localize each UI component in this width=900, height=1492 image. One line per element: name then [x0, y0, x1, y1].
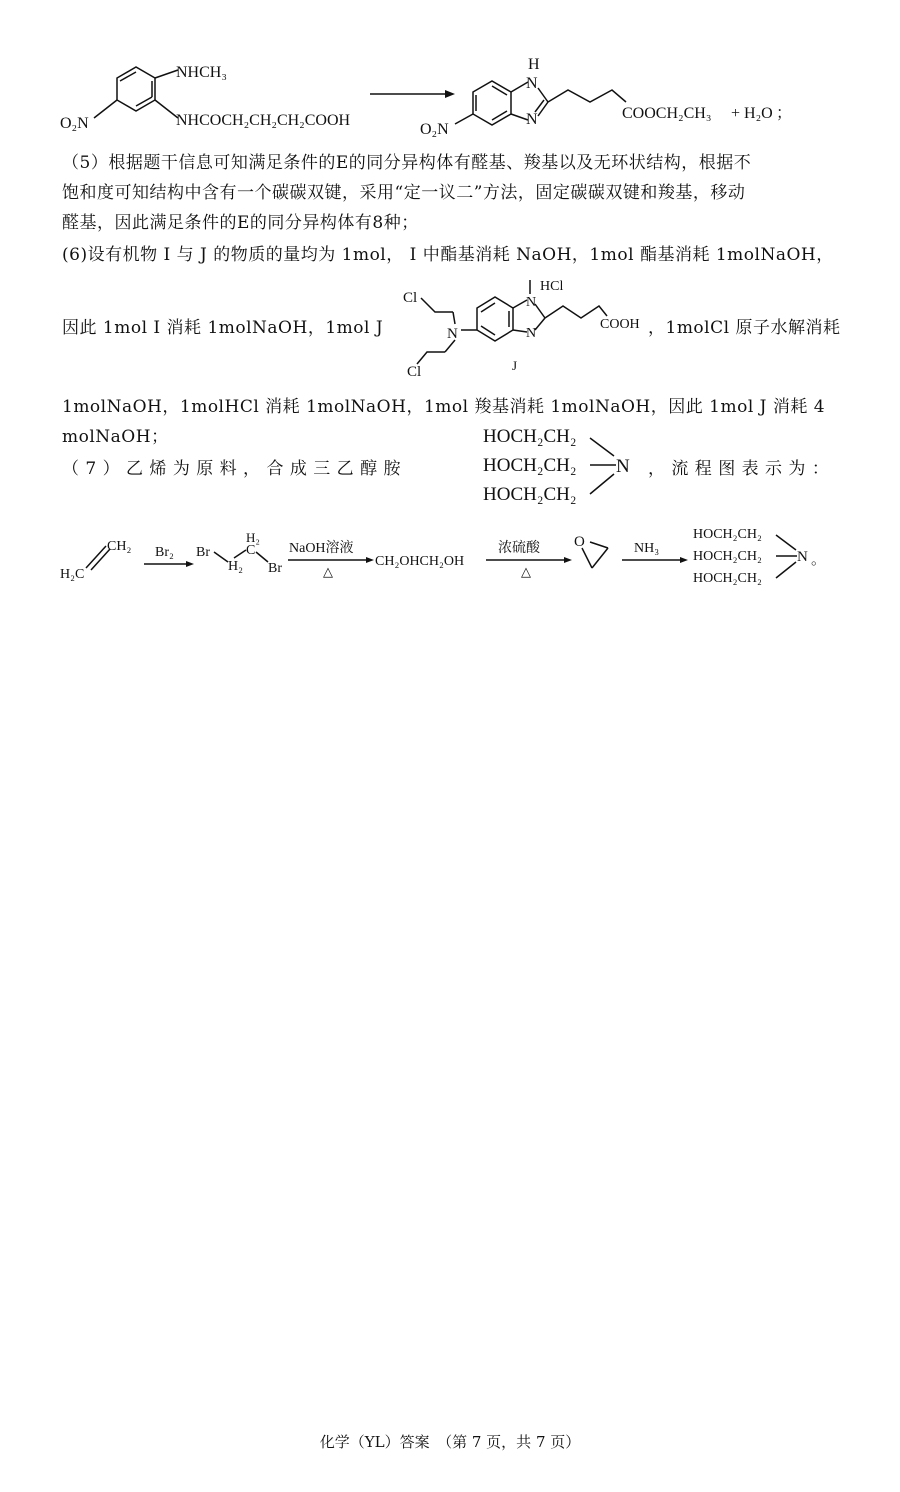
product-arm-1: HOCH₂CH₂	[693, 527, 762, 542]
arrow4-reagent: NH₃	[634, 541, 660, 556]
j-chloro-2: Cl	[407, 364, 422, 378]
arrow3-reagent: 浓硫酸	[498, 541, 540, 556]
reactant-benzene-ring	[117, 67, 155, 111]
arrow3-heat: △	[521, 564, 531, 579]
ethylene-glycol: CH₂OHCH₂OH	[375, 554, 465, 569]
product-n1: N	[526, 75, 538, 92]
end-semicolon: ；	[776, 105, 793, 122]
j-label: J	[512, 358, 518, 373]
j-carboxyl: COOH	[600, 317, 640, 332]
route-end-mark: 。	[811, 552, 827, 568]
triethanolamine-structure	[478, 420, 658, 510]
tea-arm-2: HOCH₂CH₂	[483, 455, 577, 476]
synthesis-route	[0, 520, 900, 600]
epoxide-oxygen: O	[574, 534, 585, 550]
p7-suffix: ， 流 程 图 表 示 为 ：	[648, 459, 830, 479]
p7-prefix: （ 7 ） 乙 烯 为 原 料 ， 合 成 三 乙 醇 胺	[62, 459, 401, 479]
ethylene-ch2: CH₂	[107, 539, 132, 554]
arrow1-reagent: Br₂	[155, 545, 174, 560]
dbe-h2-bottom: H₂	[228, 559, 243, 574]
product-water: + H₂O	[731, 105, 773, 122]
page-footer: 化学（YL）答案 （第 7 页，共 7 页）	[319, 1433, 581, 1451]
tea-arm-3: HOCH₂CH₂	[483, 484, 577, 505]
dbe-br-2: Br	[268, 561, 282, 576]
product-nh-hydrogen: H	[528, 56, 540, 73]
arrow2-reagent: NaOH溶液	[289, 541, 354, 556]
p5-line-2: 饱和度可知结构中含有一个碳碳双键，采用“定一议二”方法，固定碳碳双键和羧基，移动	[62, 183, 746, 203]
dbe-h2-top: H₂	[246, 530, 260, 545]
reaction-scheme-1	[0, 0, 900, 145]
p5-line-3: 醛基，因此满足条件的E的同分异构体有8种；	[62, 213, 419, 233]
product-nitrogen: N	[797, 549, 808, 565]
reactant-amide-chain: NHCOCH₂CH₂CH₂COOH	[176, 112, 351, 129]
p5-line-1: （5）根据题干信息可知满足条件的E的同分异构体有醛基、羧基以及无环状结构，根据不	[62, 153, 752, 173]
reactant-methylamino: NHCH₃	[176, 64, 227, 81]
j-amine-n: N	[447, 326, 458, 342]
arrow-head	[445, 90, 455, 98]
ethylene-h2c: H₂C	[60, 567, 85, 582]
j-chloro-1: Cl	[403, 290, 418, 306]
arrow2-heat: △	[323, 564, 333, 579]
p6-line-3: 1molNaOH，1molHCl 消耗 1molNaOH，1mol 羧基消耗 1molNaOH，因此 1mol J 消耗 4 molNaOH；	[62, 397, 826, 447]
product-arm-2: HOCH₂CH₂	[693, 549, 762, 564]
product-arm-3: HOCH₂CH₂	[693, 571, 762, 586]
product-ester: COOCH₂CH₃	[622, 105, 712, 122]
p6-line-1: (6)设有机物 I 与 J 的物质的量均为 1mol， I 中酯基消耗 NaOH，1mol 酯基消耗 1molNaOH，	[62, 245, 834, 265]
reactant-nitro: O₂N	[60, 115, 89, 132]
p6-line-2-left: 因此 1mol I 消耗 1molNaOH，1mol J	[62, 318, 384, 338]
j-hcl: HCl	[540, 279, 564, 294]
paragraph-5	[62, 148, 862, 238]
tea-nitrogen: N	[616, 456, 630, 477]
product-nitro: O₂N	[420, 121, 449, 138]
compound-j-structure	[395, 268, 655, 378]
tea-arm-1: HOCH₂CH₂	[483, 426, 577, 447]
dbe-br-1: Br	[196, 545, 210, 560]
dbe-c: C	[246, 543, 256, 558]
product-chain	[548, 90, 626, 102]
j-imidazole-n1: N	[526, 295, 537, 310]
p6-line-2-right: ，1molCl 原子水解消耗	[648, 318, 841, 338]
product-n2: N	[526, 111, 538, 128]
j-imidazole-n2: N	[526, 326, 537, 341]
